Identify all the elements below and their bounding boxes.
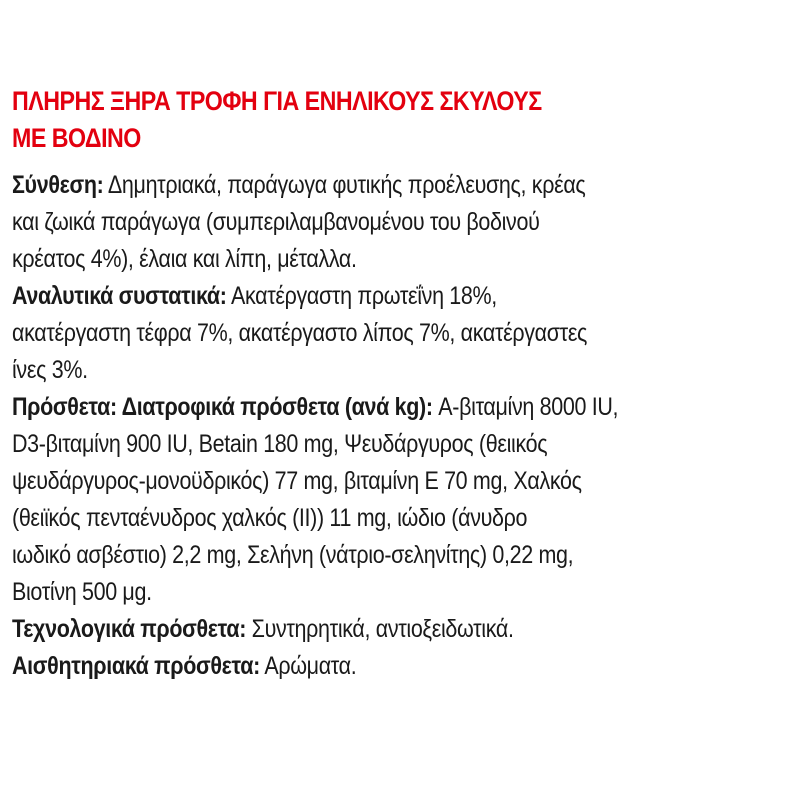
composition-text-3: κρέατος 4%), έλαια και λίπη, μέταλλα. bbox=[12, 245, 357, 273]
analytical-section bbox=[12, 278, 791, 389]
additives-text-5: ιωδικό ασβέστιο) 2,2 mg, Σελήνη (νάτριο-σεληνίτης) 0,22 mg, bbox=[12, 541, 574, 569]
additives-text-2: D3-βιταμίνη 900 IU, Betain 180 mg, Ψευδάργυρος (θειικός bbox=[12, 430, 548, 458]
additives-text-4: (θειϊκός πενταένυδρος χαλκός (II)) 11 mg, ιώδιο (άνυδρο bbox=[12, 504, 528, 532]
additives-line-1 bbox=[12, 389, 791, 426]
analytical-line-1 bbox=[12, 278, 791, 315]
analytical-text-1: Ακατέργαστη πρωτεΐνη 18%, bbox=[226, 282, 497, 310]
technological-line bbox=[12, 611, 791, 648]
analytical-text-3: ίνες 3%. bbox=[12, 356, 88, 384]
technological-section bbox=[12, 611, 791, 648]
composition-line-1 bbox=[12, 167, 791, 204]
additives-text-6: Βιοτίνη 500 μg. bbox=[12, 578, 152, 606]
analytical-heading: Αναλυτικά συστατικά: bbox=[12, 282, 227, 310]
technological-heading: Τεχνολογικά πρόσθετα: bbox=[12, 615, 247, 643]
composition-text-2: και ζωικά παράγωγα (συμπεριλαμβανομένου του βοδινού bbox=[12, 208, 540, 236]
additives-section bbox=[12, 389, 791, 611]
analytical-text-2: ακατέργαστη τέφρα 7%, ακατέργαστο λίπος 7%, ακατέργαστες bbox=[12, 319, 588, 347]
sensory-text: Αρώματα. bbox=[259, 652, 357, 680]
additives-heading: Πρόσθετα: Διατροφικά πρόσθετα (ανά kg): bbox=[12, 393, 433, 421]
product-title-line-1: ΠΛΗΡΗΣ ΞΗΡΑ ΤΡΟΦΗ ΓΙΑ ΕΝΗΛΙΚΟΥΣ ΣΚΥΛΟΥΣ bbox=[12, 86, 542, 116]
product-label bbox=[12, 83, 792, 685]
sensory-line bbox=[12, 648, 791, 685]
sensory-heading: Αισθητηριακά πρόσθετα: bbox=[12, 652, 260, 680]
composition-text-1: Δημητριακά, παράγωγα φυτικής προέλευσης, κρέας bbox=[103, 171, 586, 199]
sensory-section bbox=[12, 648, 791, 685]
label-body bbox=[12, 167, 791, 685]
composition-section bbox=[12, 167, 791, 278]
product-title-line-2: ΜΕ ΒΟΔΙΝΟ bbox=[12, 123, 141, 153]
product-title bbox=[12, 83, 786, 157]
technological-text: Συντηρητικά, αντιοξειδωτικά. bbox=[246, 615, 514, 643]
composition-heading: Σύνθεση: bbox=[12, 171, 104, 199]
additives-text-3: ψευδάργυρος-μονοϋδρικός) 77 mg, βιταμίνη E 70 mg, Χαλκός bbox=[12, 467, 582, 495]
additives-text-1: A-βιταμίνη 8000 IU, bbox=[432, 393, 619, 421]
